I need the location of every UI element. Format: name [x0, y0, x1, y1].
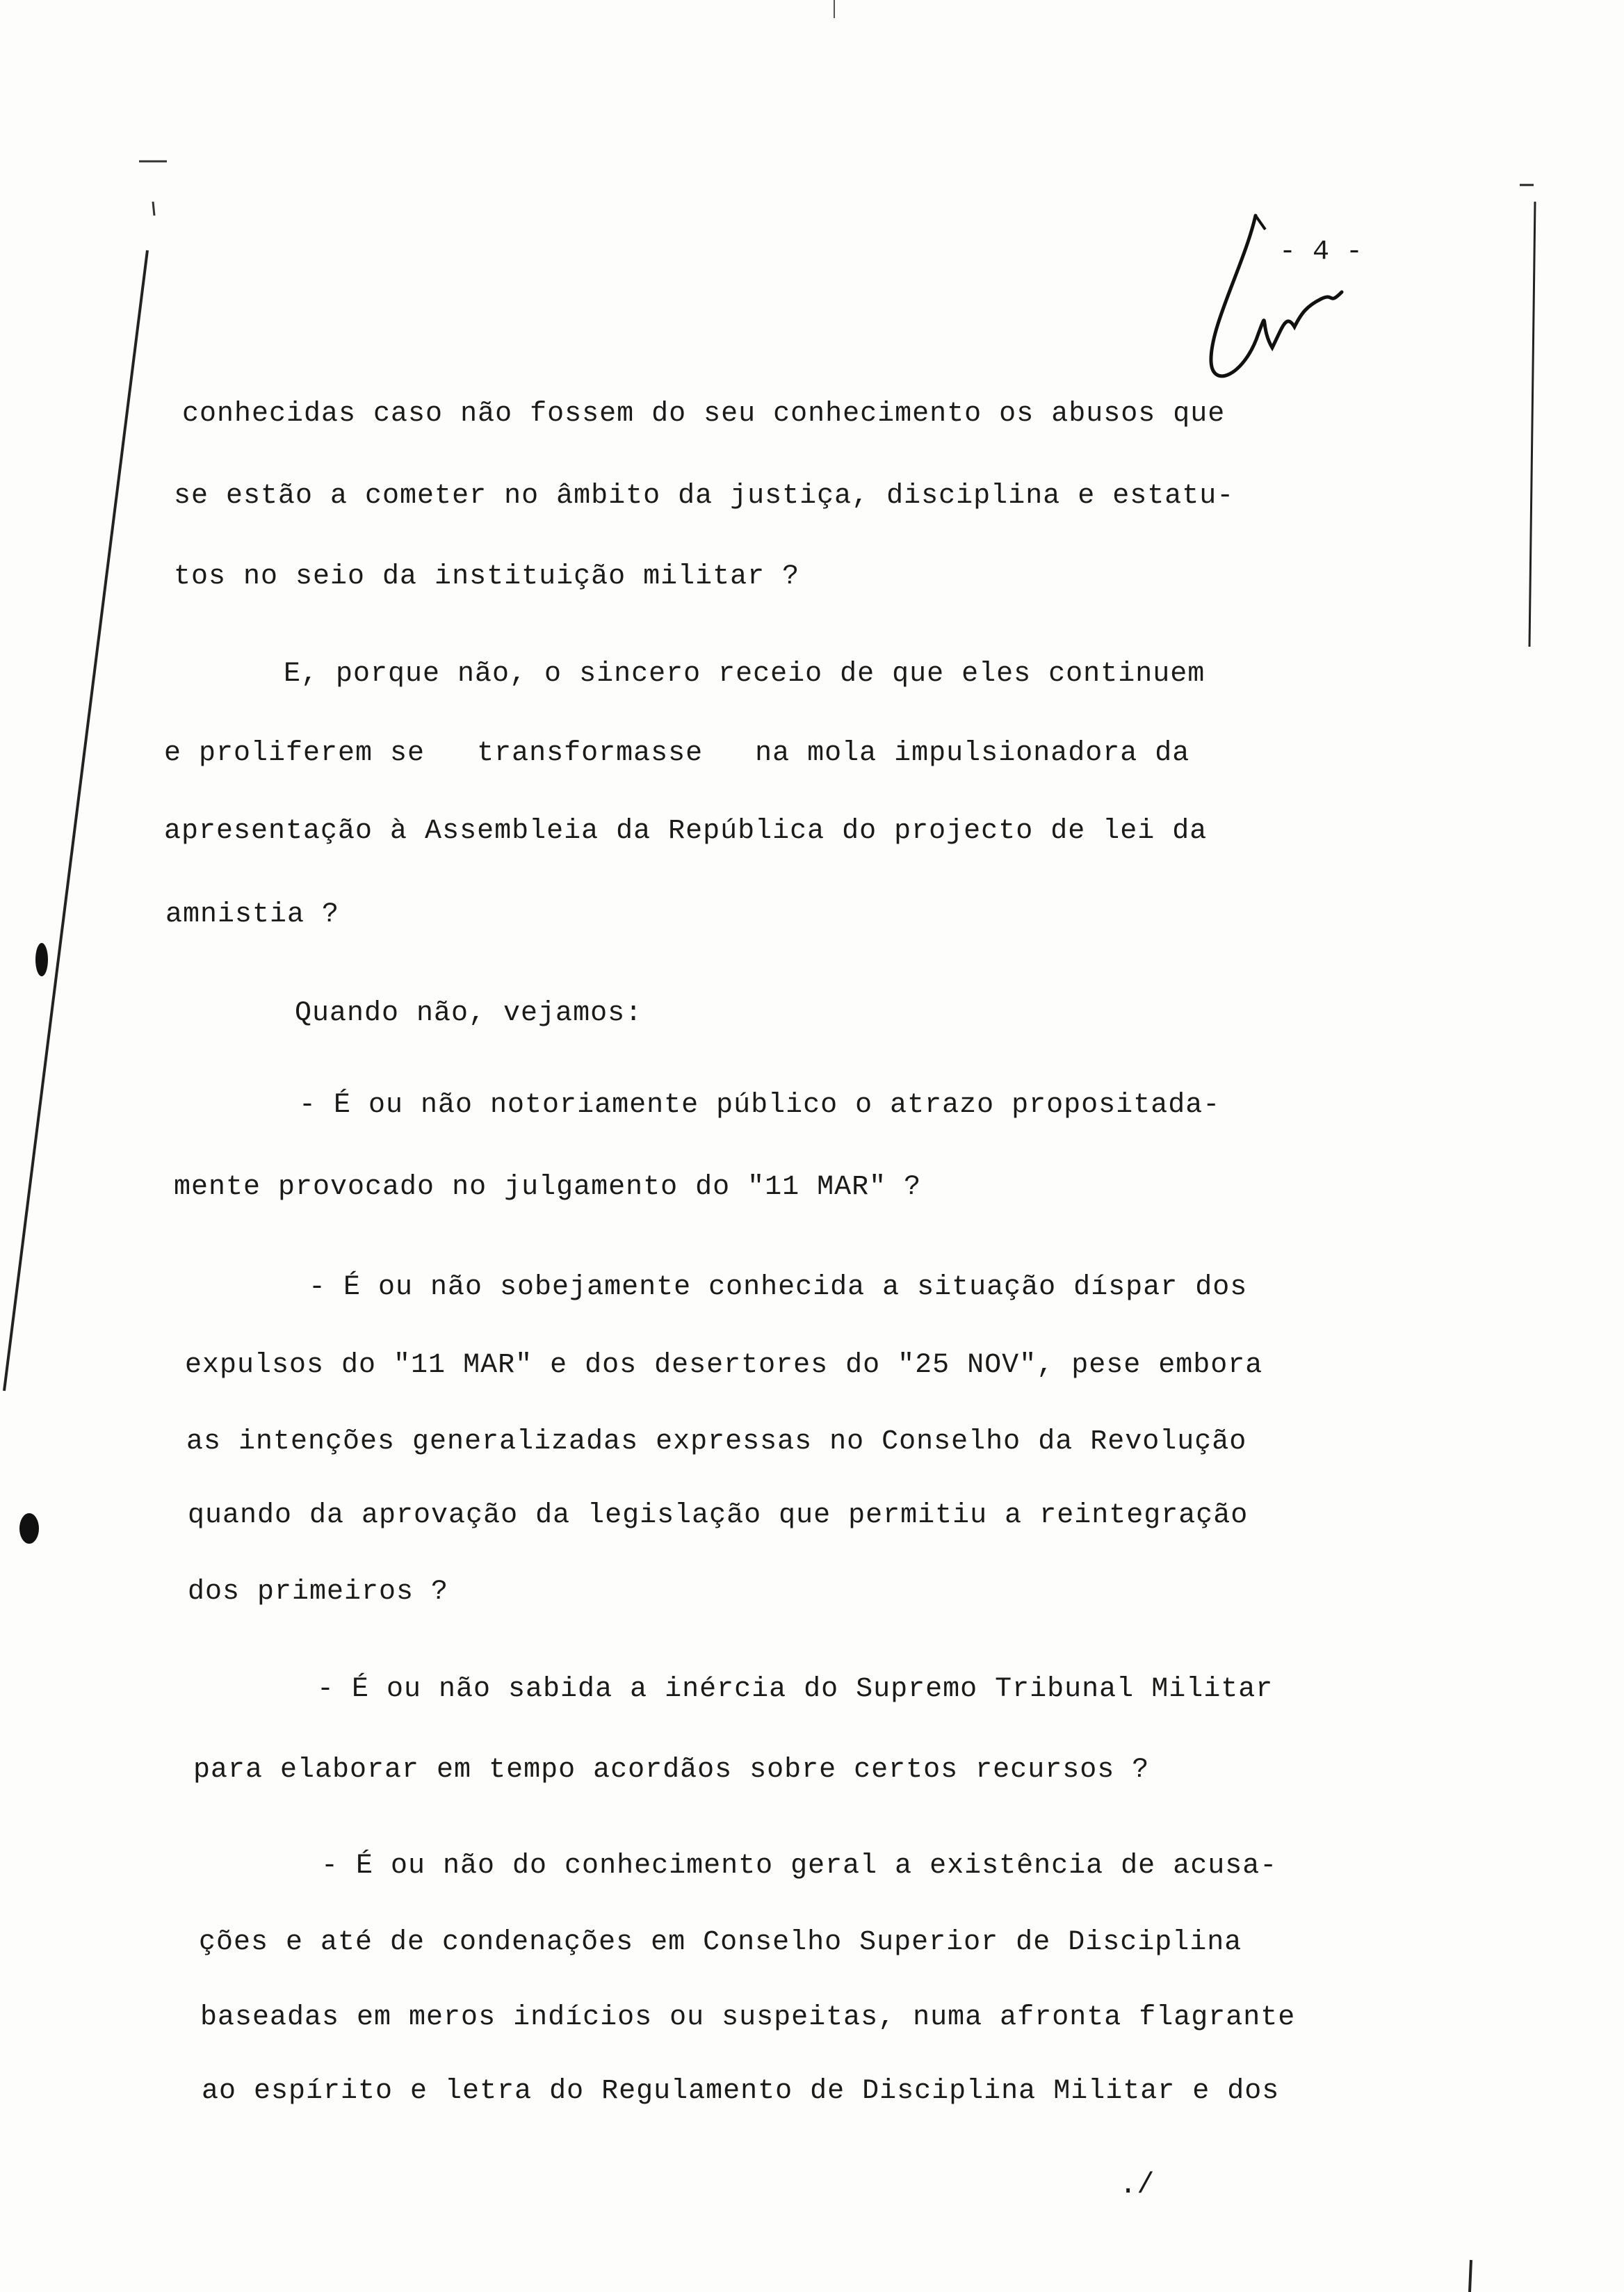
- continuation-mark: ./: [1119, 2168, 1155, 2202]
- text-line: amnistia ?: [165, 899, 340, 930]
- text-line: - É ou não do conhecimento geral a existência de acusa-: [321, 1850, 1278, 1882]
- scan-dash: [1470, 2260, 1471, 2292]
- right-margin-line: [1529, 202, 1535, 647]
- text-line: mente provocado no julgamento do "11 MAR" ?: [174, 1172, 922, 1203]
- punch-hole-bottom: [19, 1513, 39, 1544]
- left-margin-line: [4, 250, 147, 1391]
- punch-hole-top: [35, 943, 48, 976]
- text-line: ções e até de condenações em Conselho Superior de Disciplina: [199, 1927, 1242, 1958]
- text-line: para elaborar em tempo acordãos sobre certos recursos ?: [193, 1754, 1150, 1786]
- text-line: ao espírito e letra do Regulamento de Disciplina Militar e dos: [202, 2076, 1280, 2107]
- page-number: - 4 -: [1279, 236, 1363, 268]
- text-line: - É ou não sobejamente conhecida a situação díspar dos: [309, 1272, 1248, 1303]
- text-line: E, porque não, o sincero receio de que eles continuem: [284, 659, 1205, 690]
- text-line: Quando não, vejamos:: [295, 998, 643, 1029]
- text-line: e proliferem se transformasse na mola impulsionadora da: [164, 738, 1190, 769]
- text-line: apresentação à Assembleia da República do projecto de lei da: [164, 816, 1208, 847]
- text-line: conhecidas caso não fossem do seu conhecimento os abusos que: [182, 398, 1226, 430]
- text-line: se estão a cometer no âmbito da justiça, disciplina e estatu-: [174, 481, 1235, 512]
- text-line: as intenções generalizadas expressas no Conselho da Revolução: [186, 1426, 1247, 1458]
- text-line: baseadas em meros indícios ou suspeitas, numa afronta flagrante: [200, 2002, 1296, 2033]
- scan-dash: [153, 202, 154, 216]
- text-line: dos primeiros ?: [188, 1576, 449, 1608]
- signature-stroke: [1256, 216, 1265, 229]
- text-line: - É ou não sabida a inércia do Supremo Tribunal Militar: [317, 1674, 1274, 1705]
- text-line: expulsos do "11 MAR" e dos desertores do "25 NOV", pese embora: [185, 1350, 1263, 1381]
- text-line: quando da aprovação da legislação que permitiu a reintegração: [188, 1500, 1249, 1531]
- text-line: tos no seio da instituição militar ?: [174, 561, 800, 592]
- text-line: - É ou não notoriamente público o atrazo propositada-: [299, 1090, 1221, 1121]
